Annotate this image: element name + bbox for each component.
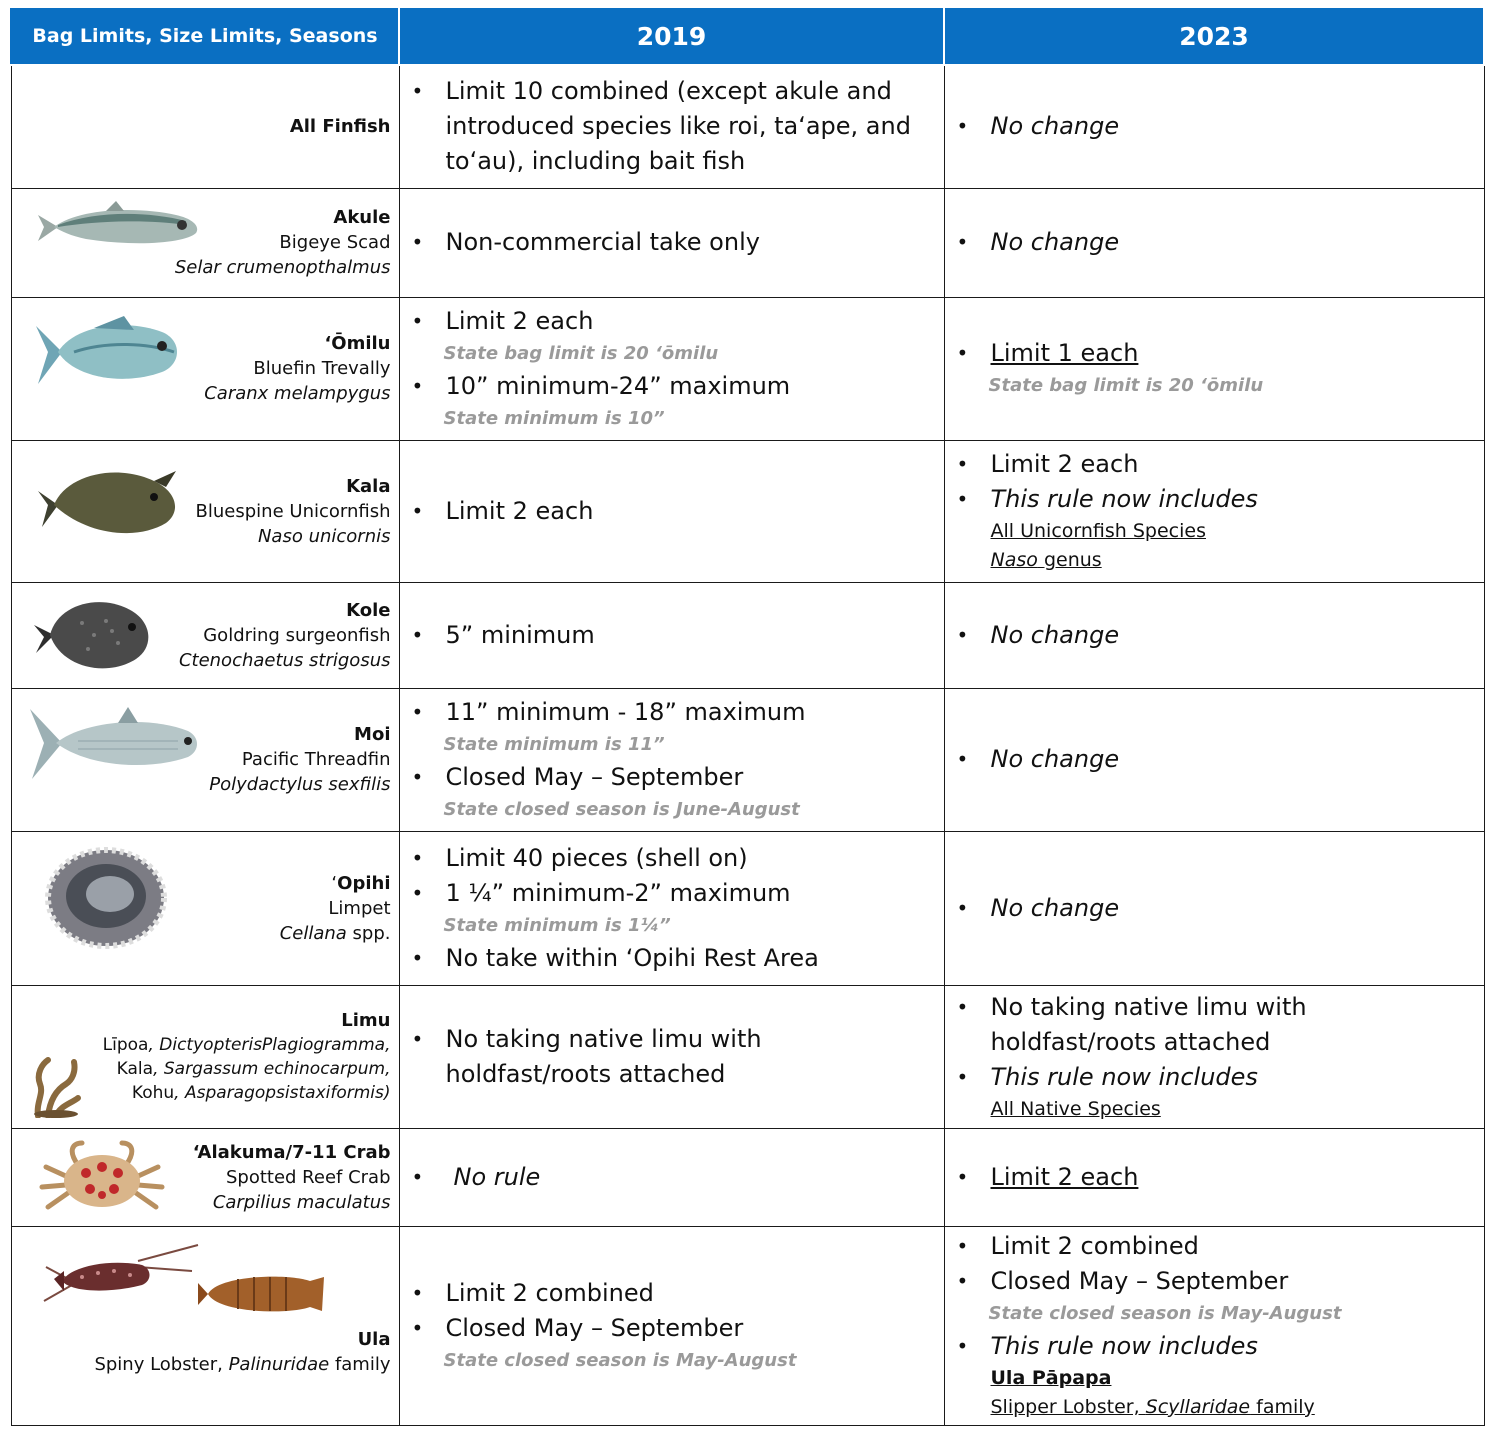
header-2023: 2023 [944,8,1484,65]
rule-item: • 10” minimum-24” maximum [411,371,791,400]
species-name: Kala [346,475,391,497]
scientific-name: Naso unicornis [257,525,391,547]
limu-seaweed-image [26,1054,88,1118]
rule-item: • No taking native limu with holdfast/roots attached [411,1024,762,1088]
rule-2019-cell [399,297,944,440]
species-name: Moi [354,724,391,745]
row-omilu [11,297,1484,440]
included-species: Ula Pāpapa [990,1367,1112,1389]
species-cell [11,188,399,297]
rule-item: • Closed May – September [411,762,744,791]
scientific-name: Polydactylus sexfilis [209,774,391,795]
included-genus: Naso genus [990,549,1102,571]
species-cell [11,985,399,1128]
spiny-lobster-image [42,1241,200,1315]
rule-2019-cell [399,1128,944,1226]
state-note: State closed season is May-August [988,1303,1342,1324]
common-name: Bluefin Trevally [253,358,391,379]
rule-item: • This rule now includes [956,1332,1258,1360]
rule-2019-cell [399,985,944,1128]
common-name: Limpet [328,897,391,919]
species-cell [11,440,399,582]
common-name: Bluespine Unicornfish [195,500,391,522]
scientific-name: Selar crumenopthalmus [174,257,391,278]
state-note: State bag limit is 20 ʻōmilu [443,342,719,364]
species-name-line: ‘Opihi [331,872,391,894]
limu-species-line: Kala, Sargassum echinocarpum, [116,1059,391,1079]
state-note: State minimum is 10” [443,407,665,429]
slipper-lobster-image [198,1269,326,1319]
species-cell [11,1226,399,1425]
rule-2023-cell [944,831,1484,985]
species-name: Akule [333,207,391,228]
species-name: ‘Alakuma/7-11 Crab [192,1141,391,1163]
rule-item: • Non-commercial take only [411,228,760,256]
state-note: State closed season is May-August [443,1349,797,1371]
row-kala [11,440,1484,582]
row-kole [11,582,1484,688]
rule-item: • No take within ‘Opihi Rest Area [411,943,819,972]
header-category: Bag Limits, Size Limits, Seasons [11,8,399,65]
kala-fish-image [36,461,186,545]
species-cell [11,65,399,188]
rule-2019-cell [399,688,944,831]
rule-item: • No taking native limu with holdfast/roots attached [956,992,1307,1056]
rule-2019-cell [399,440,944,582]
rule-item: • Limit 2 each [411,496,594,525]
row-crab [11,1128,1484,1226]
common-name: Pacific Threadfin [241,749,391,770]
rule-item: • Limit 2 combined [411,1278,654,1307]
rule-item: • Limit 40 pieces (shell on) [411,843,748,872]
rule-item: • Limit 10 combined (except akule and introduced species like roi, taʻape, and toʻau), including bait fish [411,77,911,176]
rule-2023-cell [944,188,1484,297]
state-note: State closed season is June-August [443,798,800,820]
rule-2023-cell [944,1128,1484,1226]
species-cell [11,582,399,688]
common-name: Goldring surgeonfish [203,624,391,646]
species-cell [11,831,399,985]
rule-item: • No rule [411,1162,541,1191]
species-cell [11,1128,399,1226]
common-name: Spotted Reef Crab [225,1166,391,1188]
species-name: ʻŌmilu [324,333,391,354]
row-all-finfish [11,65,1484,188]
state-note: State bag limit is 20 ʻōmilu [988,375,1264,396]
state-note: State minimum is 1¼” [443,914,671,936]
included-species: All Unicornfish Species [990,520,1206,542]
omilu-fish-image [34,312,184,394]
rule-2023-cell [944,582,1484,688]
rule-item: • Closed May – September [956,1267,1289,1295]
rule-2023-cell [944,440,1484,582]
species-cell [11,297,399,440]
rule-item: • Limit 2 combined [956,1232,1199,1260]
rule-item: • Limit 2 each [956,450,1139,478]
row-limu [11,985,1484,1128]
rule-2023-cell [944,297,1484,440]
rule-item: • No change [956,745,1120,773]
row-opihi [11,831,1484,985]
regulations-table [10,8,1485,1426]
species-cell [11,688,399,831]
scientific-name: Cellana spp. [279,922,391,944]
common-name: Spiny Lobster, Palinuridae family [94,1353,391,1375]
common-name: Bigeye Scad [279,232,391,253]
rule-2023-cell [944,985,1484,1128]
crab-image [38,1137,166,1219]
moi-fish-image [28,705,203,785]
rule-item: • Closed May – September [411,1313,744,1342]
header-row [11,8,1484,65]
included-species: All Native Species [990,1097,1161,1120]
rule-2019-cell [399,831,944,985]
rule-2023-cell [944,65,1484,188]
rule-item: • 11” minimum - 18” maximum [411,697,806,726]
rule-2019-cell [399,188,944,297]
rule-item: • Limit 1 each [956,339,1139,367]
species-name: Limu [341,1010,391,1031]
rule-2023-cell [944,1226,1484,1425]
limu-species-line: Līpoa, DictyopterisPlagiogramma, [102,1035,391,1055]
rule-2019-cell [399,65,944,188]
rule-item: • This rule now includes [956,485,1258,513]
rule-item: • No change [956,893,1120,922]
row-ula [11,1226,1484,1425]
scientific-name: Ctenochaetus strigosus [178,649,391,671]
species-name: All Finfish [289,116,391,138]
rule-item: • This rule now includes [956,1062,1258,1091]
rule-item: • 5” minimum [411,620,595,649]
akule-fish-image [36,199,201,255]
state-note: State minimum is 11” [443,733,665,755]
rule-item: • No change [956,620,1120,649]
rule-2023-cell [944,688,1484,831]
kole-fish-image [32,593,157,677]
rule-2019-cell [399,582,944,688]
scientific-name: Caranx melampygus [204,383,391,404]
opihi-shell-image [44,846,168,950]
rule-item: • No change [956,228,1120,256]
rule-item: • Limit 2 each [956,1162,1139,1191]
species-name: Ula [357,1328,391,1350]
row-moi [11,688,1484,831]
header-2019: 2019 [399,8,944,65]
rule-item: • No change [956,112,1120,141]
rule-item: • 1 ¼” minimum-2” maximum [411,878,791,907]
species-name: Kole [346,599,391,621]
rule-2019-cell [399,1226,944,1425]
included-species-detail: Slipper Lobster, Scyllaridae family [990,1396,1315,1418]
rule-item: • Limit 2 each [411,306,594,335]
scientific-name: Carpilius maculatus [212,1191,391,1213]
limu-species-line: Kohu, Asparagopsistaxiformis) [131,1083,391,1103]
row-akule [11,188,1484,297]
